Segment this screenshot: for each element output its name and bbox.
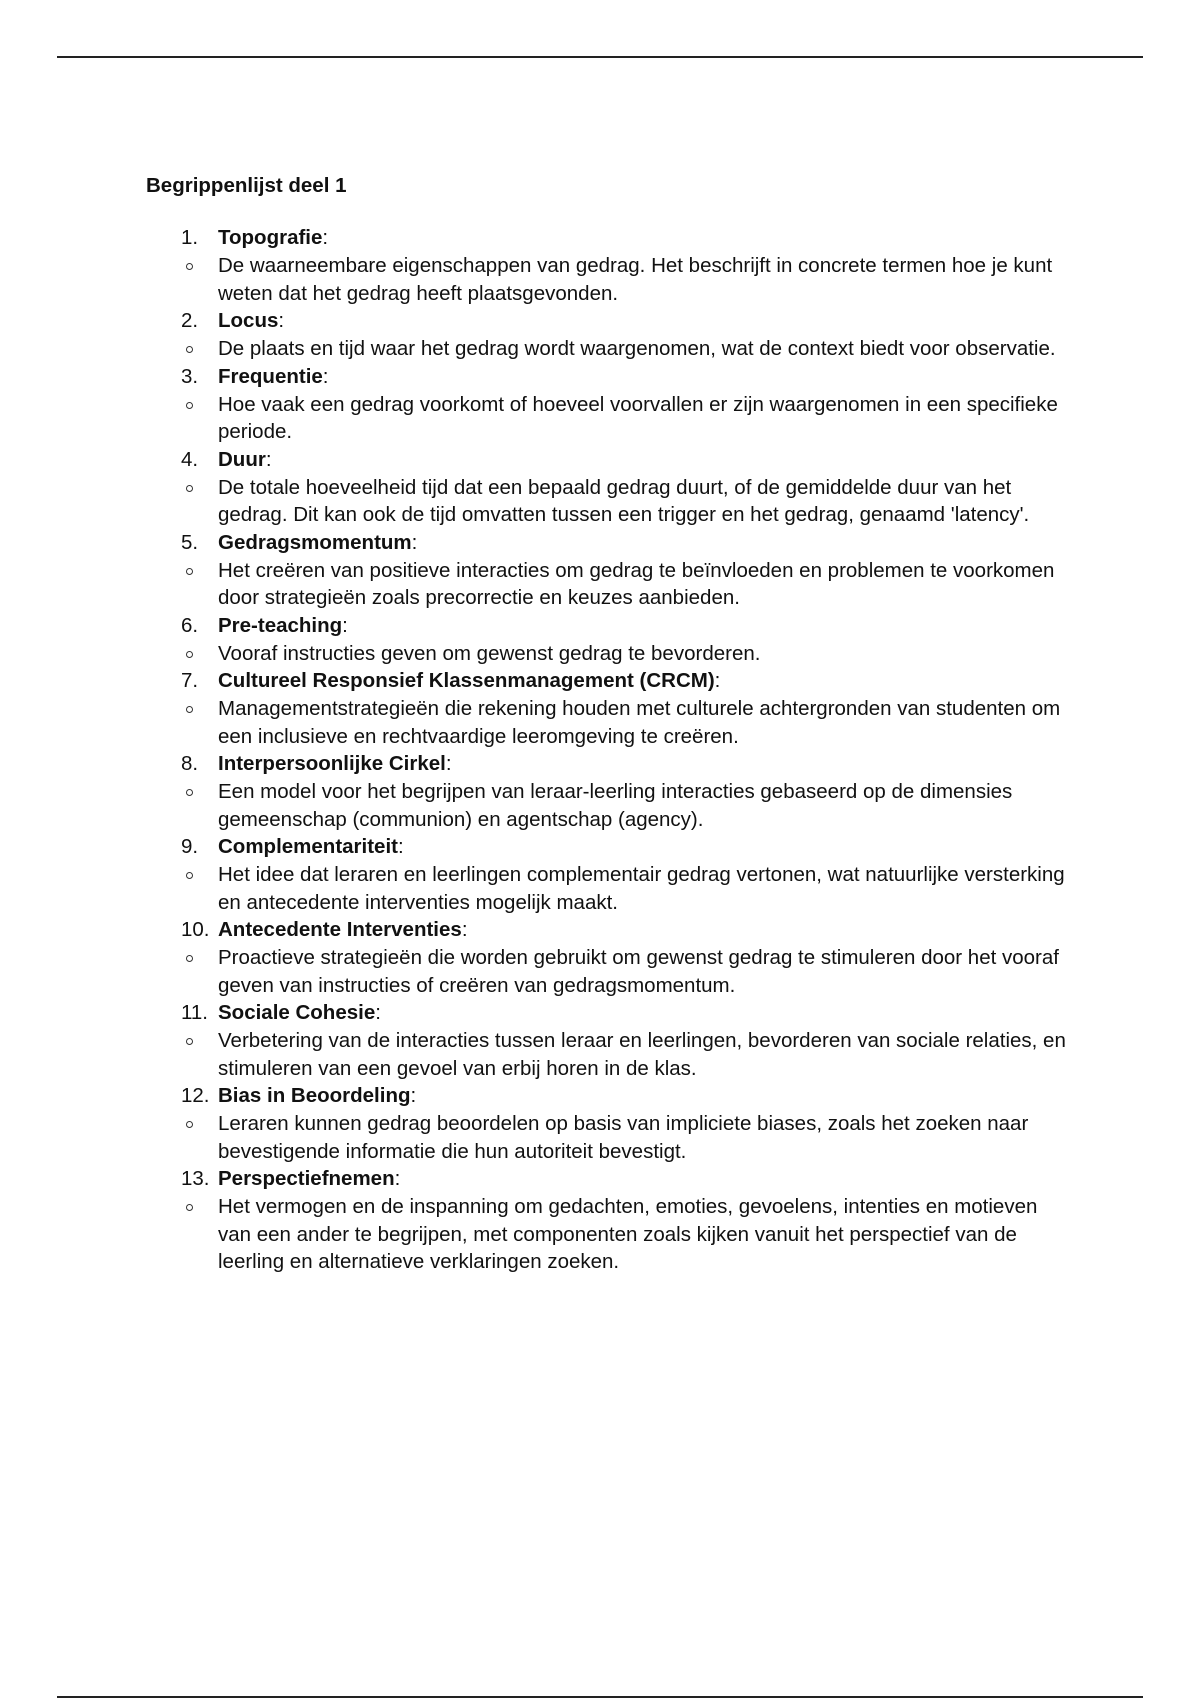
term-heading [146, 1082, 1076, 1110]
term-definition-item [146, 557, 1076, 612]
term-name: Frequentie [218, 364, 323, 388]
term-colon: : [394, 1167, 401, 1190]
term-definition-item [146, 252, 1076, 307]
term-number: 7. [181, 669, 199, 692]
document-body [146, 172, 1076, 1276]
term-definition-item [146, 1193, 1076, 1276]
term-colon: : [461, 918, 468, 941]
term-number: 9. [181, 835, 199, 858]
term-colon: : [265, 447, 272, 471]
hollow-bullet-icon [186, 346, 193, 353]
term-definition: De waarneembare eigenschappen van gedrag. Het beschrijft in concrete termen hoe je kunt weten dat het gedrag heeft plaatsgevonden. [218, 254, 1053, 305]
hollow-bullet-icon [186, 1038, 193, 1045]
hollow-bullet-icon [186, 955, 193, 962]
header-divider [57, 56, 1143, 58]
term-definition-item [146, 640, 1076, 668]
term-definition: Hoe vaak een gedrag voorkomt of hoeveel voorvallen er zijn waargenomen in een specifieke periode. [218, 392, 1058, 443]
term-number: 10. [181, 918, 210, 941]
term-definition: Verbetering van de interacties tussen leraar en leerlingen, bevorderen van sociale relaties, en stimuleren van een gevoel van erbij horen in de klas. [218, 1029, 1066, 1080]
hollow-bullet-icon [186, 263, 193, 270]
term-heading [146, 224, 1076, 252]
hollow-bullet-icon [186, 706, 193, 713]
term-colon: : [445, 752, 452, 775]
term-number: 2. [181, 309, 199, 332]
term-name: Perspectiefnemen [218, 1167, 395, 1190]
term-heading [146, 529, 1076, 557]
term-heading [146, 833, 1076, 861]
term-entry [146, 363, 1076, 446]
term-colon: : [375, 1001, 381, 1024]
term-definition: Een model voor het begrijpen van leraar-leerling interacties gebaseerd op de dimensies gemeenschap (communion) en agentschap (agency). [218, 780, 1013, 831]
term-name: Gedragsmomentum [218, 530, 412, 554]
term-definition: Managementstrategieën die rekening houden met culturele achtergronden van studenten om een inclusieve en rechtvaardige leeromgeving te creëren. [218, 697, 1061, 748]
term-definition: Leraren kunnen gedrag beoordelen op basis van impliciete biases, zoals het zoeken naar bevestigende informatie die hun autoriteit bevestigt. [218, 1112, 1029, 1163]
term-definition-item [146, 1027, 1076, 1082]
term-name: Sociale Cohesie [218, 1001, 376, 1024]
term-number: 12. [181, 1084, 210, 1107]
term-definition: Het idee dat leraren en leerlingen complementair gedrag vertonen, wat natuurlijke versterking en antecedente interventies mogelijk maakt. [218, 863, 1065, 914]
term-entry [146, 224, 1076, 307]
hollow-bullet-icon [186, 789, 193, 796]
hollow-bullet-icon [186, 1121, 193, 1128]
hollow-bullet-icon [186, 568, 193, 575]
term-definition-item [146, 474, 1076, 529]
hollow-bullet-icon [186, 651, 193, 658]
term-heading [146, 916, 1076, 944]
hollow-bullet-icon [186, 872, 193, 879]
term-definition: Proactieve strategieën die worden gebruikt om gewenst gedrag te stimuleren door het vooraf geven van instructies of creëren van gedragsmomentum. [218, 946, 1059, 997]
term-heading [146, 750, 1076, 778]
term-heading [146, 307, 1076, 335]
term-colon: : [322, 226, 329, 249]
term-heading [146, 446, 1076, 474]
term-number: 5. [181, 530, 199, 554]
term-name: Antecedente Interventies [218, 918, 462, 941]
term-heading [146, 363, 1076, 391]
term-definition: De totale hoeveelheid tijd dat een bepaald gedrag duurt, of de gemiddelde duur van het gedrag. Dit kan ook de tijd omvatten tussen een trigger en het gedrag, genaamd 'latency'. [218, 475, 1030, 526]
term-heading [146, 667, 1076, 695]
term-entry [146, 667, 1076, 750]
term-entry [146, 999, 1076, 1082]
term-definition: Vooraf instructies geven om gewenst gedrag te bevorderen. [218, 641, 761, 665]
document-title: Begrippenlijst deel 1 [146, 174, 347, 197]
term-name: Topografie [218, 226, 323, 249]
term-entry [146, 833, 1076, 916]
term-name: Duur [218, 447, 266, 471]
term-heading [146, 999, 1076, 1027]
term-heading [146, 612, 1076, 640]
term-definition-item [146, 944, 1076, 999]
term-number: 6. [181, 613, 199, 637]
term-definition-item [146, 778, 1076, 833]
term-definition-item [146, 695, 1076, 750]
term-colon: : [342, 613, 348, 637]
hollow-bullet-icon [186, 402, 193, 409]
term-name: Interpersoonlijke Cirkel [218, 752, 446, 775]
term-number: 4. [181, 447, 199, 471]
term-colon: : [411, 530, 418, 554]
term-list [146, 224, 1076, 1276]
term-entry [146, 446, 1076, 529]
term-definition-item [146, 391, 1076, 446]
term-number: 8. [181, 752, 199, 775]
term-heading [146, 1165, 1076, 1193]
term-entry [146, 612, 1076, 668]
term-colon: : [278, 309, 285, 332]
term-definition: De plaats en tijd waar het gedrag wordt waargenomen, wat de context biedt voor observatie. [218, 337, 1056, 360]
hollow-bullet-icon [186, 485, 193, 492]
term-definition-item [146, 1110, 1076, 1165]
term-name: Pre-teaching [218, 613, 343, 637]
term-colon: : [410, 1084, 417, 1107]
term-entry [146, 529, 1076, 612]
term-name: Bias in Beoordeling [218, 1084, 411, 1107]
term-definition: Het vermogen en de inspanning om gedachten, emoties, gevoelens, intenties en motieven van een ander te begrijpen, met componenten zoals kijken vanuit het perspectief van de leerling en alternatieve verklaringen zoeken. [218, 1195, 1038, 1273]
term-definition-item [146, 335, 1076, 363]
term-number: 3. [181, 364, 199, 388]
term-name: Locus [218, 309, 279, 332]
term-entry [146, 1082, 1076, 1165]
term-colon: : [397, 835, 404, 858]
term-colon: : [714, 669, 721, 692]
footer-divider [57, 1696, 1143, 1698]
term-number: 13. [181, 1167, 210, 1190]
term-colon: : [322, 364, 329, 388]
term-name: Complementariteit [218, 835, 398, 858]
term-name: Cultureel Responsief Klassenmanagement (CRCM) [218, 669, 715, 692]
term-number: 1. [181, 226, 199, 249]
term-definition: Het creëren van positieve interacties om gedrag te beïnvloeden en problemen te voorkomen door strategieën zoals precorrectie en keuzes aanbieden. [218, 558, 1055, 609]
term-entry [146, 916, 1076, 999]
term-number: 11. [181, 1001, 208, 1024]
hollow-bullet-icon [186, 1204, 193, 1211]
term-entry [146, 307, 1076, 363]
term-definition-item [146, 861, 1076, 916]
term-entry [146, 750, 1076, 833]
term-entry [146, 1165, 1076, 1276]
